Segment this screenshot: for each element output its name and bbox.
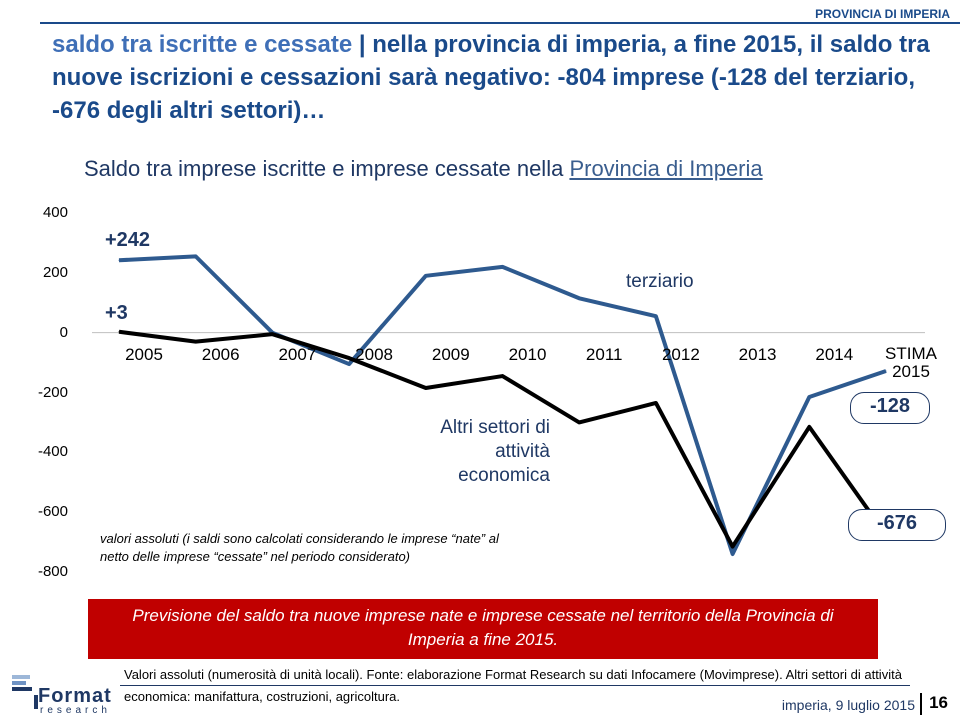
chart-note-line1: valori assoluti (i saldi sono calcolati considerando le imprese “nate” al — [100, 531, 499, 546]
data-point — [425, 275, 426, 276]
data-point — [579, 422, 580, 423]
title-separator: | — [352, 31, 373, 58]
title-part2: nella provincia di imperia, a fine 2015, il saldo tra nuove iscrizioni e cessazioni sarà negativo: -804 imprese (-128 del terziario, -676 degli altri settori)… — [52, 31, 930, 124]
x-tick-label: 2010 — [508, 345, 547, 364]
chart-title-prefix: Saldo tra imprese iscritte e imprese cessate nella — [84, 156, 570, 181]
series-label-altri — [360, 416, 550, 488]
footer-date: imperia, 9 luglio 2015 — [781, 697, 915, 713]
header-tag: PROVINCIA DI IMPERIA — [815, 7, 950, 21]
x-tick-label: 2009 — [431, 345, 470, 364]
data-point — [119, 260, 120, 261]
source-note-line2: economica: manifattura, costruzioni, agricoltura. — [124, 689, 401, 704]
forecast-banner — [88, 599, 878, 659]
x-tick-label: 2005 — [125, 345, 163, 364]
x-tick-label: 2013 — [738, 345, 777, 364]
y-tick-label: -400 — [37, 443, 68, 461]
x-tick-label: 2014 — [815, 345, 854, 364]
data-point — [732, 554, 733, 555]
data-point — [655, 402, 656, 403]
x-tick-label: STIMA 2015 — [885, 344, 937, 381]
data-point — [502, 266, 503, 267]
footer-separator — [920, 693, 922, 715]
chart-note — [100, 530, 570, 566]
series-label-altri-line2: attività — [495, 441, 550, 462]
data-point — [119, 331, 120, 332]
x-tick-label: 2011 — [585, 345, 623, 364]
x-tick-label: 2012 — [661, 345, 700, 364]
data-point — [655, 316, 656, 317]
series-line-terziario — [119, 256, 886, 554]
data-point — [195, 256, 196, 257]
footer-divider — [120, 685, 910, 686]
y-tick-label: 400 — [42, 204, 68, 221]
callout-last-altri: -676 — [848, 509, 946, 541]
y-tick-label: -600 — [37, 503, 68, 521]
x-tick-label: 2007 — [278, 345, 317, 364]
data-point — [272, 334, 273, 335]
page-number: 16 — [929, 693, 948, 712]
y-tick-label: 0 — [59, 323, 68, 341]
x-tick-label: 2008 — [355, 345, 393, 364]
x-tick-label: 2006 — [201, 345, 240, 364]
annotation-first-altri: +3 — [105, 302, 128, 324]
data-point — [809, 396, 810, 397]
data-point — [732, 546, 733, 547]
series-label-terziario: terziario — [626, 271, 694, 292]
forecast-banner-line1: Previsione del saldo tra nuove imprese nate e imprese cessate nel territorio della Provincia di — [132, 606, 834, 625]
data-point — [425, 388, 426, 389]
data-point — [809, 426, 810, 427]
data-point — [579, 298, 580, 299]
forecast-banner-line2: Imperia a fine 2015. — [407, 630, 559, 649]
y-tick-label: 200 — [42, 263, 68, 281]
callout-last-terziario: -128 — [850, 392, 930, 424]
chart-title-link: Provincia di Imperia — [569, 156, 763, 181]
series-label-altri-line1: Altri settori di — [440, 417, 550, 438]
logo-text: Format — [38, 685, 112, 707]
annotation-first-terziario: +242 — [105, 229, 151, 251]
y-tick-label: -800 — [37, 563, 68, 580]
title-part1: saldo tra iscritte e cessate — [52, 31, 353, 58]
data-point — [195, 341, 196, 342]
format-research-logo — [8, 671, 118, 717]
data-point — [502, 376, 503, 377]
y-tick-label: -200 — [37, 383, 68, 401]
logo-subtext: research — [40, 705, 111, 716]
chart-note-line2: netto delle imprese “cessate” nel periodo considerato) — [100, 549, 411, 564]
source-note-line1: Valori assoluti (numerosità di unità locali). Fonte: elaborazione Format Research su dati Infocamere (Movimprese). Altri settori di attività — [124, 667, 902, 682]
series-label-altri-line3: economica — [458, 465, 550, 486]
